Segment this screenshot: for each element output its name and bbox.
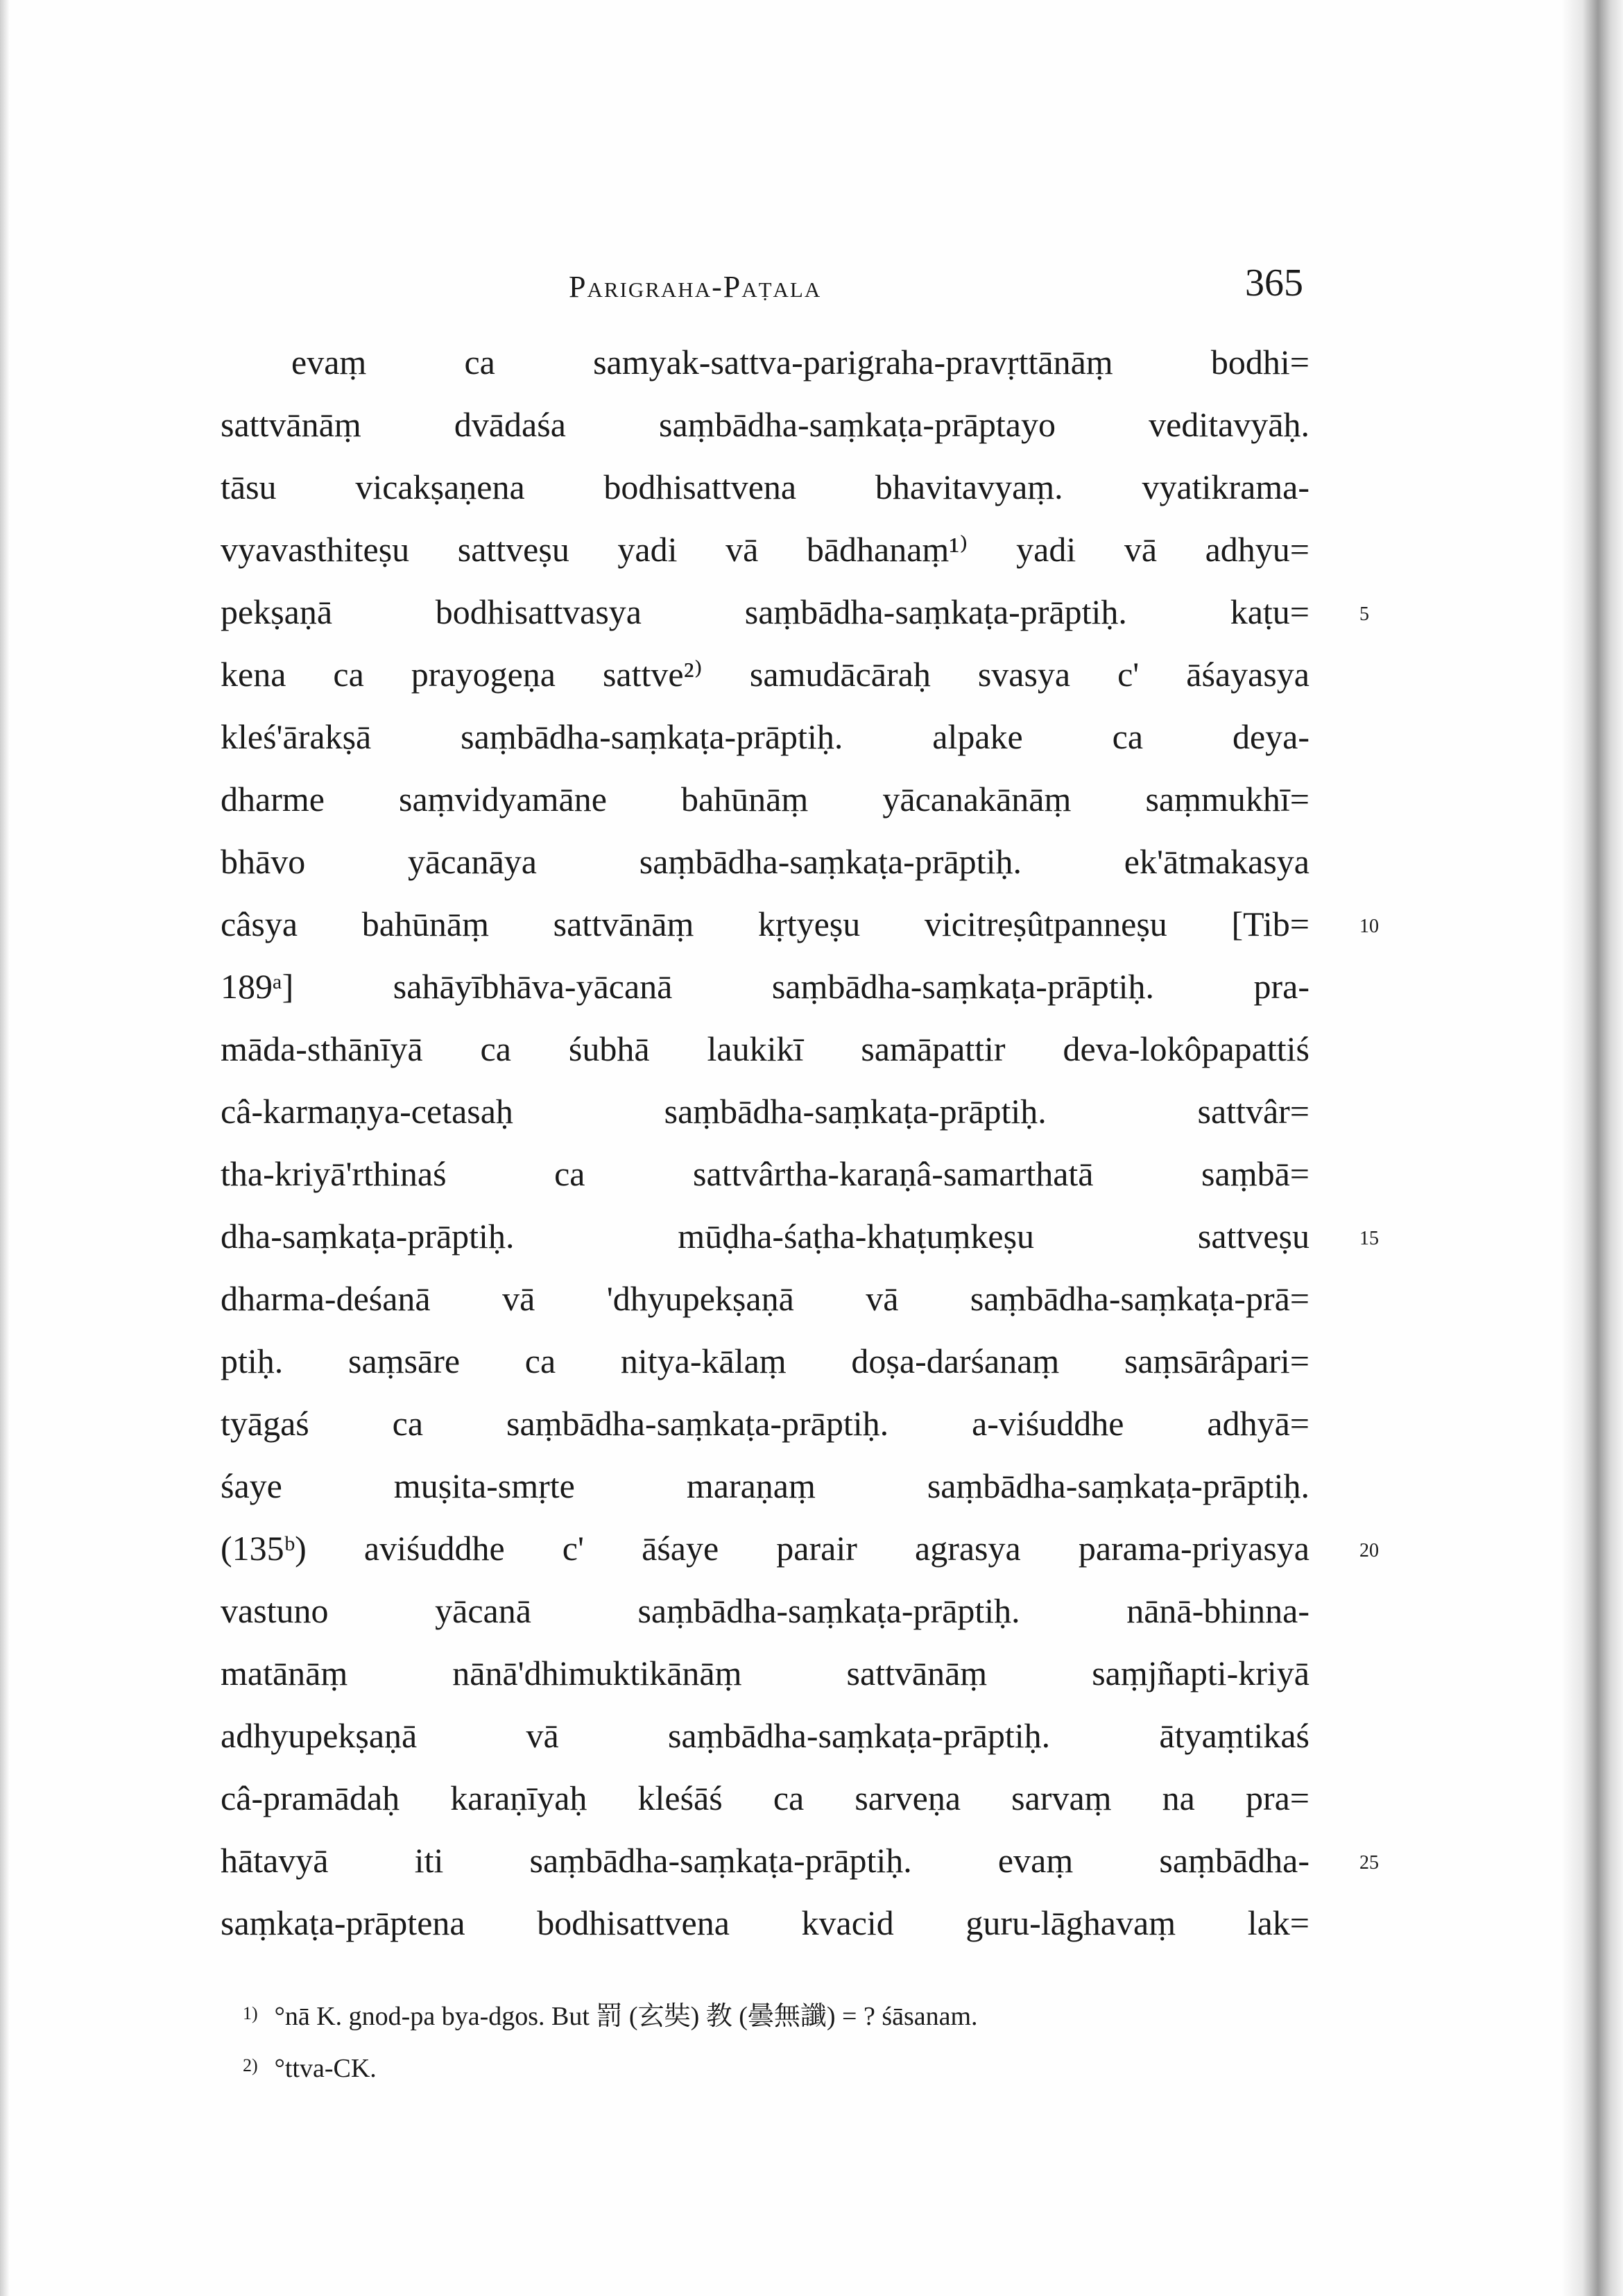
line-number-marker: 10	[1359, 916, 1379, 937]
text-line-26: saṃkaṭa-prāptena bodhisattvena kvacid guru-lāghavaṃ lak=	[221, 1903, 1309, 1942]
text-line-3: tāsu vicakṣaṇena bodhisattvena bhavitavyaṃ. vyatikrama-	[221, 468, 1309, 506]
text-line-25: hātavyā iti saṃbādha-saṃkaṭa-prāptiḥ. evaṃ saṃbādha-	[221, 1841, 1309, 1880]
text-line-6: kena ca prayogeṇa sattve²⁾ samudācāraḥ svasya c' āśayasya	[221, 655, 1309, 694]
page-number: 365	[1245, 262, 1303, 305]
text-line-16: dharma-deśanā vā 'dhyupekṣaṇā vā saṃbādha-saṃkaṭa-prā=	[221, 1279, 1309, 1318]
text-line-4: vyavasthiteṣu sattveṣu yadi vā bādhanaṃ¹⁾ yadi vā adhyu=	[221, 530, 1309, 569]
text-line-15: dha-saṃkaṭa-prāptiḥ. mūḍha-śaṭha-khaṭuṃkeṣu sattveṣu	[221, 1217, 1309, 1256]
text-line-5: pekṣaṇā bodhisattvasya saṃbādha-saṃkaṭa-prāptiḥ. kaṭu=	[221, 592, 1309, 631]
text-line-9: bhāvo yācanāya saṃbādha-saṃkaṭa-prāptiḥ. ek'ātmakasya	[221, 842, 1309, 881]
text-line-7: kleś'ārakṣā saṃbādha-saṃkaṭa-prāptiḥ. alpake ca deya-	[221, 717, 1309, 756]
footnote-marker: 2)	[243, 2055, 258, 2075]
line-number-marker: 15	[1359, 1228, 1379, 1249]
book-binding-edge	[1561, 0, 1623, 2296]
text-line-20: (135ᵇ) aviśuddhe c' āśaye parair agrasya parama-priyasya	[221, 1529, 1309, 1568]
running-header-title: Parigraha-Paṭala	[569, 270, 822, 304]
text-line-10: câsya bahūnāṃ sattvānāṃ kṛtyeṣu vicitreṣûtpanneṣu [Tib=	[221, 905, 1309, 943]
text-line-21: vastuno yācanā saṃbādha-saṃkaṭa-prāptiḥ. nānā-bhinna-	[221, 1591, 1309, 1630]
text-line-18: tyāgaś ca saṃbādha-saṃkaṭa-prāptiḥ. a-viśuddhe adhyā=	[221, 1404, 1309, 1443]
footnote-marker: 1)	[243, 2003, 258, 2023]
text-line-1: evaṃ ca samyak-sattva-parigraha-pravṛttānāṃ bodhi=	[291, 343, 1309, 382]
footnote-2	[243, 2050, 377, 2084]
text-line-11: 189ᵃ] sahāyībhāva-yācanā saṃbādha-saṃkaṭa-prāptiḥ. pra-	[221, 967, 1309, 1006]
text-line-12: māda-sthānīyā ca śubhā laukikī samāpattir deva-lokôpapattiś	[221, 1029, 1309, 1068]
text-line-2: sattvānāṃ dvādaśa saṃbādha-saṃkaṭa-prāptayo veditavyāḥ.	[221, 405, 1309, 444]
text-line-13: câ-karmaṇya-cetasaḥ saṃbādha-saṃkaṭa-prāptiḥ. sattvâr=	[221, 1092, 1309, 1131]
line-number-marker: 25	[1359, 1852, 1379, 1874]
text-line-22: matānāṃ nānā'dhimuktikānāṃ sattvānāṃ saṃjñapti-kriyā	[221, 1654, 1309, 1693]
text-line-17: ptiḥ. saṃsāre ca nitya-kālaṃ doṣa-darśanaṃ saṃsārâpari=	[221, 1342, 1309, 1380]
footnote-text: °ttva-CK.	[274, 2054, 377, 2083]
line-number-marker: 20	[1359, 1540, 1379, 1561]
line-number-marker: 5	[1359, 603, 1369, 625]
text-line-19: śaye muṣita-smṛte maraṇaṃ saṃbādha-saṃkaṭa-prāptiḥ.	[221, 1466, 1309, 1505]
text-line-8: dharme saṃvidyamāne bahūnāṃ yācanakānāṃ saṃmukhī=	[221, 780, 1309, 819]
page-left-edge	[0, 0, 10, 2296]
text-line-24: câ-pramādaḥ karaṇīyaḥ kleśāś ca sarveṇa sarvaṃ na pra=	[221, 1779, 1309, 1817]
text-line-23: adhyupekṣaṇā vā saṃbādha-saṃkaṭa-prāptiḥ. ātyaṃtikaś	[221, 1716, 1309, 1755]
footnote-text: °nā K. gnod-pa bya-dgos. But 罰 (玄奘) 教 (曇無讖) = ? śāsanam.	[274, 2002, 978, 2031]
text-line-14: tha-kriyā'rthinaś ca sattvârtha-karaṇâ-samarthatā saṃbā=	[221, 1154, 1309, 1193]
footnote-1	[243, 1998, 978, 2032]
